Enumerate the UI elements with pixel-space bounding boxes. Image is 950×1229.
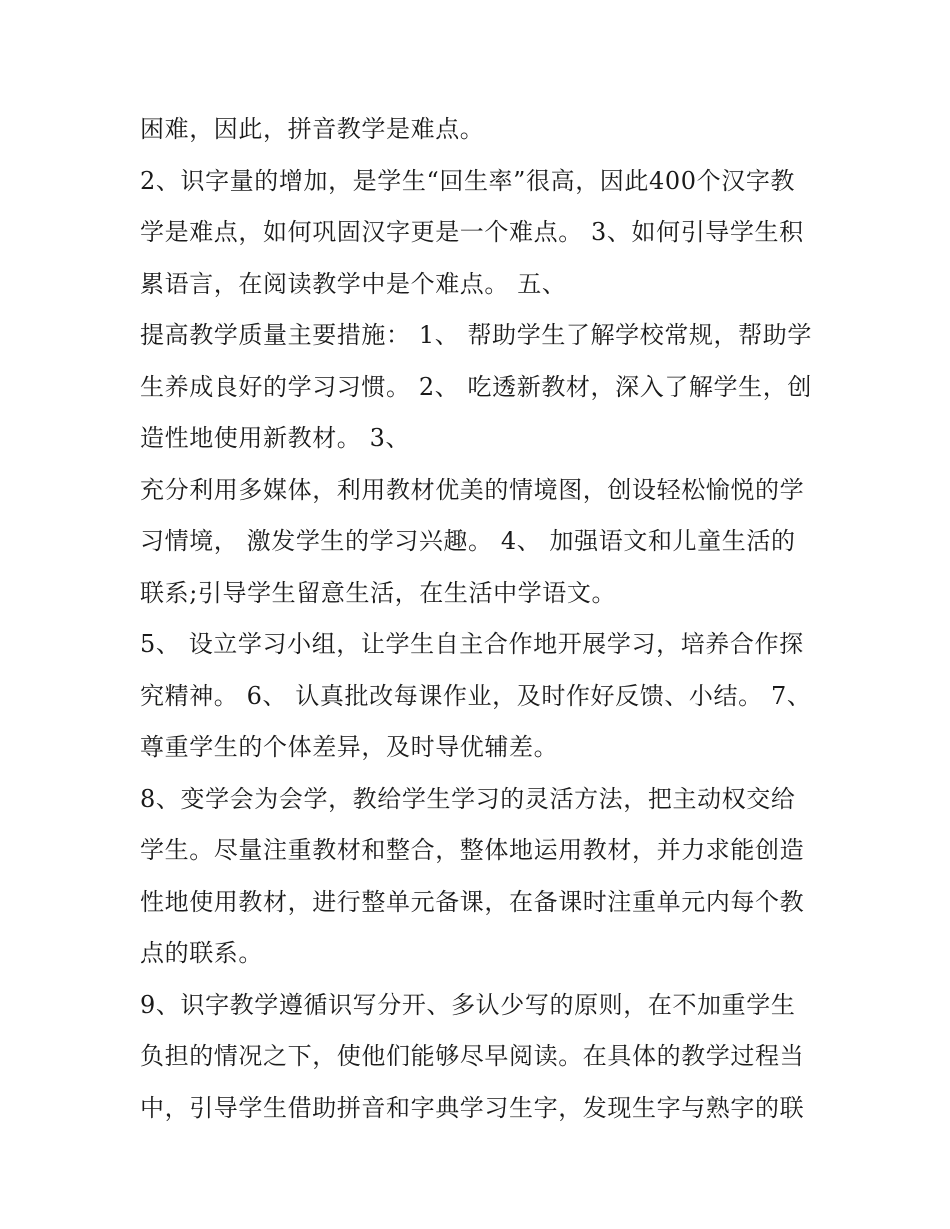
text-line: 2、识字量的增加，是学生“回生率”很高，因此400个汉字教 — [140, 166, 796, 195]
text-line: 5、 设立学习小组，让学生自主合作地开展学习，培养合作探 — [140, 630, 804, 658]
text-line: 学生。尽量注重教材和整合，整体地运用教材，并力求能创造 — [140, 836, 805, 864]
text-line: 究精神。 6、 认真批改每课作业，及时作好反馈、小结。 7、 — [140, 681, 812, 710]
text-line: 造性地使用新教材。 3、 — [140, 424, 411, 452]
text-line: 中，引导学生借助拼音和字典学习生字，发现生字与熟字的联 — [140, 1093, 805, 1122]
text-line: 负担的情况之下，使他们能够尽早阅读。在具体的教学过程当 — [140, 1042, 805, 1070]
text-line: 点的联系。 — [140, 939, 263, 967]
text-line: 习情境， 激发学生的学习兴趣。 4、 加强语文和儿童生活的 — [140, 527, 796, 555]
text-line: 累语言，在阅读教学中是个难点。 五、 — [140, 269, 567, 298]
text-line: 生养成良好的学习习惯。 2、 吃透新教材，深入了解学生，创 — [140, 372, 812, 401]
document-body — [140, 104, 820, 1134]
text-line: 学是难点，如何巩固汉字更是一个难点。 3、如何引导学生积 — [140, 218, 804, 246]
text-line: 8、变学会为会学，教给学生学习的灵活方法，把主动权交给 — [140, 784, 796, 813]
text-line: 性地使用教材，进行整单元备课，在备课时注重单元内每个教 — [140, 887, 805, 916]
text-line: 充分利用多媒体，利用教材优美的情境图，创设轻松愉悦的学 — [140, 475, 805, 504]
text-line: 困难，因此，拼音教学是难点。 — [140, 115, 485, 143]
text-line: 尊重学生的个体差异，及时导优辅差。 — [140, 733, 559, 761]
text-line: 提高教学质量主要措施： 1、 帮助学生了解学校常规，帮助学 — [140, 321, 812, 349]
text-line: 9、识字教学遵循识写分开、多认少写的原则，在不加重学生 — [140, 990, 796, 1019]
text-line: 联系;引导学生留意生活，在生活中学语文。 — [140, 578, 617, 607]
